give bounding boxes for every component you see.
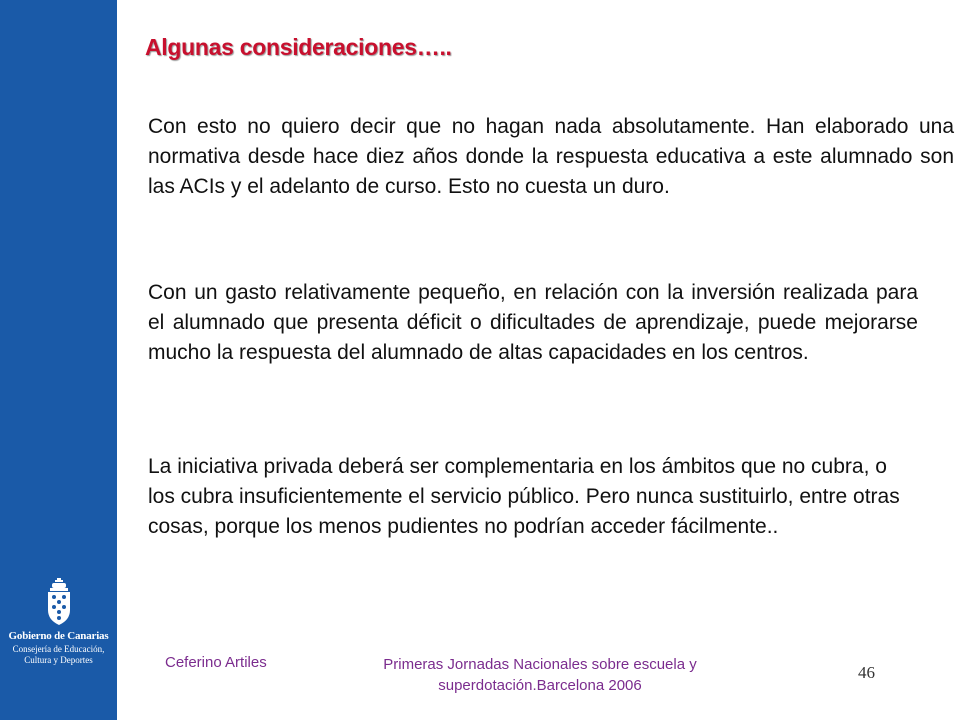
paragraph-1: Con esto no quiero decir que no hagan nada absolutamente. Han elaborado una normativa desde hace diez años donde la respuesta educativa a este alumnado son las ACIs y el adelanto de curso. Esto no cuesta un duro.: [148, 115, 954, 198]
paragraph-2: Con un gasto relativamente pequeño, en relación con la inversión realizada para el alumnado que presenta déficit o dificultades de aprendizaje, puede mejorarse mucho la respuesta del alumnado de altas capacidades en los centros.: [148, 281, 918, 364]
coat-of-arms-icon: [44, 578, 74, 626]
government-logo: [0, 578, 117, 666]
logo-subtitle: [0, 644, 117, 666]
footer-event: Primeras Jornadas Nacionales sobre escuela y superdotación.Barcelona 2006: [383, 656, 697, 694]
logo-subtitle-line-2: Cultura y Deportes: [24, 655, 93, 665]
logo-subtitle-line-1: Consejería de Educación,: [12, 644, 105, 654]
footer-author: Ceferino Artiles: [165, 654, 267, 671]
logo-name: Gobierno de Canarias: [8, 630, 109, 642]
sidebar: [0, 0, 117, 720]
page-number: 46: [858, 663, 875, 682]
slide-title: Algunas consideraciones…..: [145, 34, 452, 60]
paragraph-3: La iniciativa privada deberá ser complementaria en los ámbitos que no cubra, o los cubra insuficientemente el servicio público. Pero nunca sustituirlo, entre otras cosas, porque los menos pudientes no podrían acceder fácilmente..: [148, 455, 900, 538]
